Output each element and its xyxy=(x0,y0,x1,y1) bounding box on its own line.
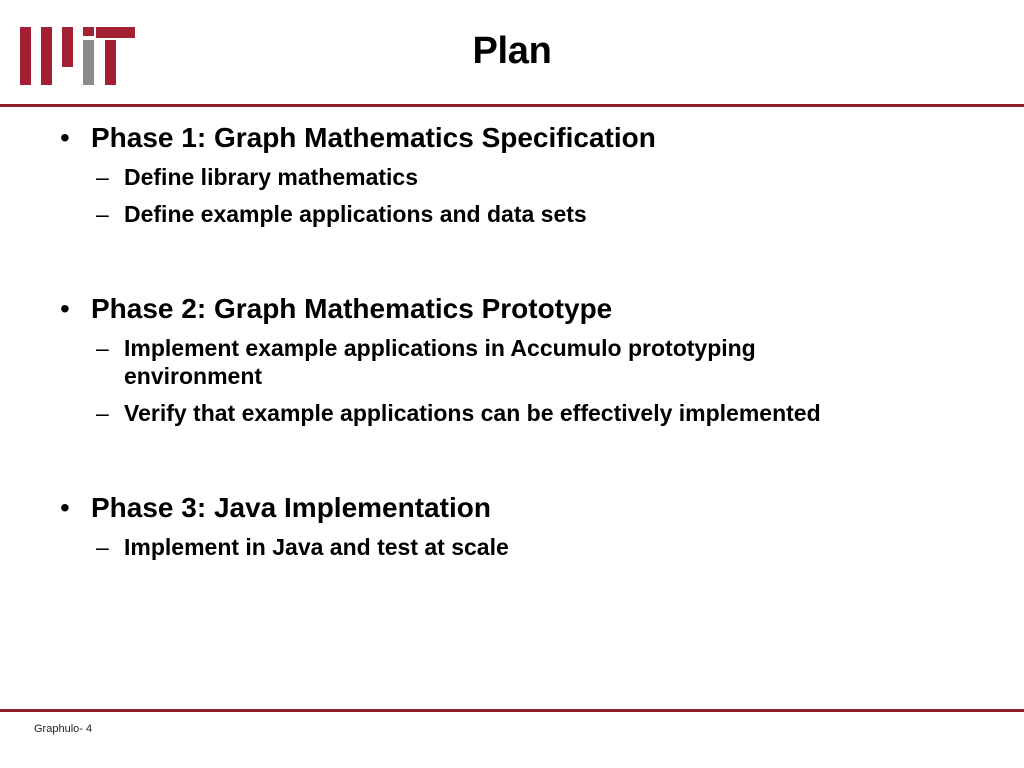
bullet-glyph: • xyxy=(60,492,70,523)
dash-glyph: – xyxy=(96,164,109,190)
dash-glyph: – xyxy=(96,335,109,361)
sub-bullet xyxy=(96,163,924,191)
dash-glyph: – xyxy=(96,534,109,560)
bullet-glyph: • xyxy=(60,293,70,324)
dash-glyph: – xyxy=(96,400,109,426)
sub-bullet-text: Define library mathematics xyxy=(124,164,419,190)
sub-bullet-text: Define example applications and data sets xyxy=(124,201,587,227)
sub-bullet xyxy=(96,399,924,427)
sub-bullet xyxy=(96,334,844,390)
sub-bullet xyxy=(96,200,924,228)
phase-heading xyxy=(60,492,491,524)
sub-bullet-text: Implement in Java and test at scale xyxy=(124,534,509,560)
phase-heading xyxy=(60,122,656,154)
sub-bullet-text: Implement example applications in Accumulo prototyping environment xyxy=(124,335,756,389)
sub-bullet xyxy=(96,533,924,561)
footer-divider xyxy=(0,709,1024,712)
sub-bullet-text: Verify that example applications can be effectively implemented xyxy=(124,400,821,426)
phase-heading xyxy=(60,293,613,325)
phase-heading-text: Phase 2: Graph Mathematics Prototype xyxy=(91,293,613,324)
slide-title: Plan xyxy=(472,30,552,72)
slide-number: Graphulo- 4 xyxy=(34,723,93,735)
phase-heading-text: Phase 3: Java Implementation xyxy=(91,492,491,523)
phase-heading-text: Phase 1: Graph Mathematics Specification xyxy=(91,122,656,153)
bullet-glyph: • xyxy=(60,122,70,153)
dash-glyph: – xyxy=(96,201,109,227)
